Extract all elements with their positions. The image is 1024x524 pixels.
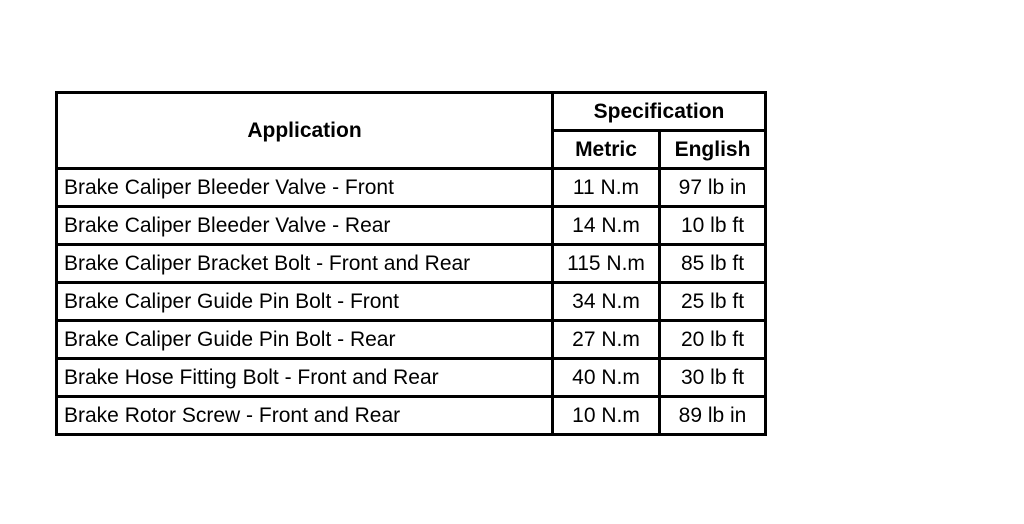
header-application: Application (57, 93, 553, 169)
metric-cell: 34 N.m (553, 283, 660, 321)
table-row (57, 245, 766, 283)
header-metric: Metric (553, 131, 660, 169)
header-specification: Specification (553, 93, 766, 131)
metric-cell: 14 N.m (553, 207, 660, 245)
application-cell: Brake Caliper Bleeder Valve - Front (57, 169, 553, 207)
table-row (57, 359, 766, 397)
application-cell: Brake Caliper Guide Pin Bolt - Rear (57, 321, 553, 359)
application-cell: Brake Rotor Screw - Front and Rear (57, 397, 553, 435)
application-cell: Brake Caliper Bleeder Valve - Rear (57, 207, 553, 245)
english-cell: 97 lb in (660, 169, 766, 207)
table-row (57, 207, 766, 245)
application-cell: Brake Hose Fitting Bolt - Front and Rear (57, 359, 553, 397)
application-cell: Brake Caliper Bracket Bolt - Front and Rear (57, 245, 553, 283)
table-row (57, 169, 766, 207)
english-cell: 89 lb in (660, 397, 766, 435)
table-row (57, 397, 766, 435)
header-english: English (660, 131, 766, 169)
specification-table (55, 91, 767, 436)
metric-cell: 115 N.m (553, 245, 660, 283)
metric-cell: 27 N.m (553, 321, 660, 359)
english-cell: 30 lb ft (660, 359, 766, 397)
metric-cell: 40 N.m (553, 359, 660, 397)
english-cell: 10 lb ft (660, 207, 766, 245)
metric-cell: 11 N.m (553, 169, 660, 207)
application-cell: Brake Caliper Guide Pin Bolt - Front (57, 283, 553, 321)
english-cell: 20 lb ft (660, 321, 766, 359)
english-cell: 25 lb ft (660, 283, 766, 321)
table-row (57, 321, 766, 359)
header-row (57, 93, 766, 131)
table-row (57, 283, 766, 321)
metric-cell: 10 N.m (553, 397, 660, 435)
english-cell: 85 lb ft (660, 245, 766, 283)
